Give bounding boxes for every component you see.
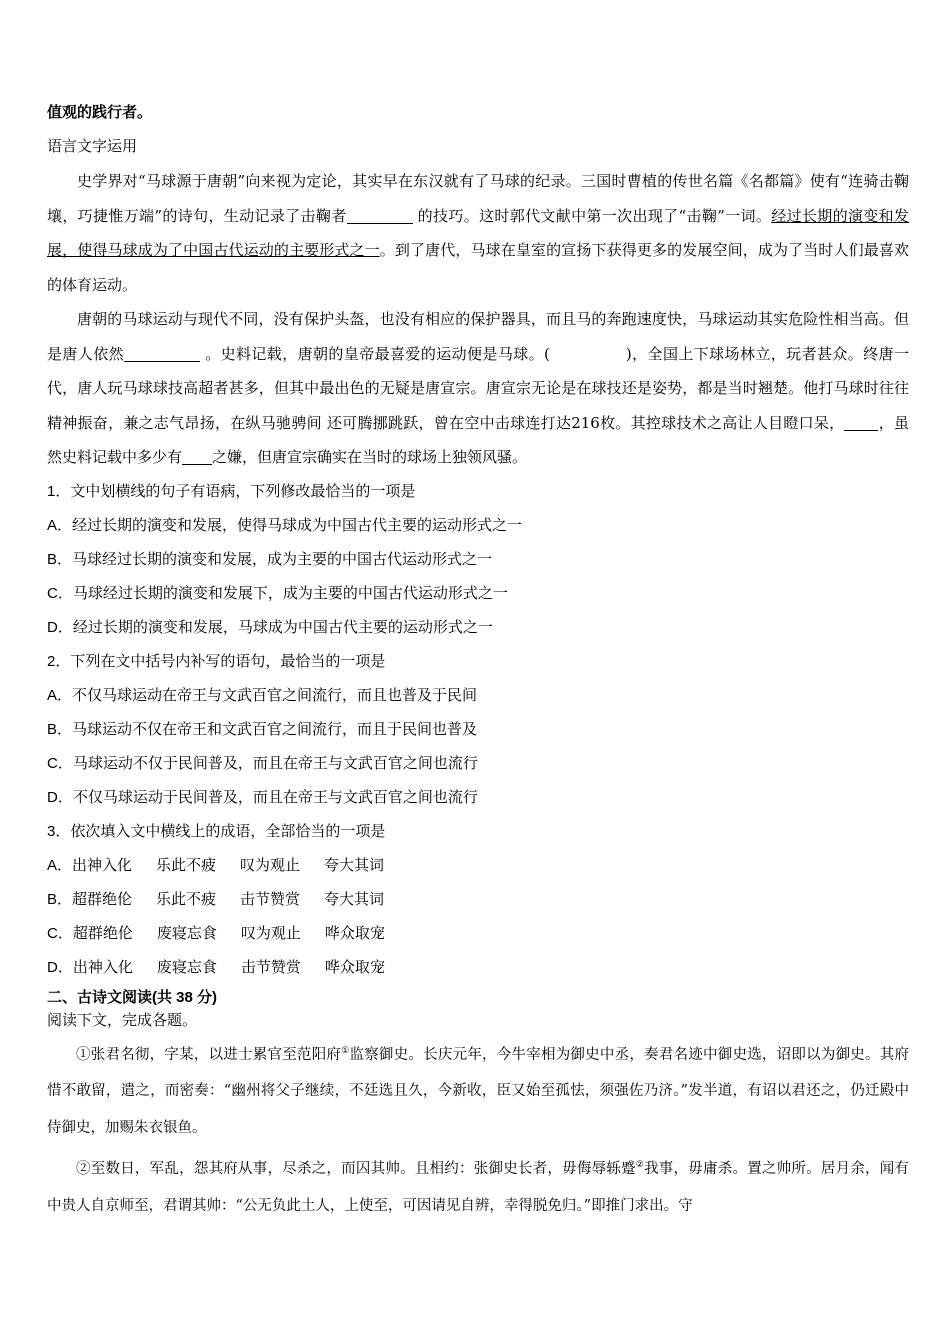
- option-a: A．出神入化 乐此不疲 叹为观止 夸大其词: [47, 856, 385, 874]
- section-title: 二、古诗文阅读(共 38 分): [47, 988, 218, 1006]
- section-label: 语言文字运用: [47, 138, 138, 155]
- fill-blank: [182, 448, 212, 465]
- classical-paragraph-1: ①张君名彻，字某，以进士累官至范阳府①监察御史。长庆元年，今牛宰相为御史中丞，奏君名迹中御史选，诏即以为御史。其府惜不敢留，遣之，而密奏：“幽州将父子继续，不廷选且久，今新收，臣又始至孤怯，须强佐乃济。”发半道，有诏以君还之，仍迁殿中侍御史，加赐朱衣银鱼。: [47, 1045, 910, 1137]
- option-d: D．出神入化 废寝忘食 击节赞赏 哗众取宠: [47, 958, 385, 976]
- passage-text: 。史料记载，唐朝的皇帝最喜爱的运动便是马球。(: [205, 344, 550, 363]
- footnote-marker: ②: [635, 1160, 645, 1171]
- passage-text: )，全国上下球场林立，玩者甚众。终唐一代，唐人玩马球球技高超者甚多，但其中最出色的无疑是唐宣宗。唐宣宗无论是在球技还是姿势，都是当时翘楚。他打马球时往往精神振奋，兼之志气昂扬，在纵马驰骋间 还可腾挪跳跃，曾在空中击球连打达216枚。其控球技术之高让人目瞪口呆，: [47, 344, 909, 432]
- option-b: B．马球运动不仅在帝王和文武百官之间流行，而且于民间也普及: [47, 720, 478, 738]
- option-b: B．超群绝伦 乐此不疲 击节赞赏 夸大其词: [47, 890, 385, 908]
- question-3: [47, 815, 909, 985]
- question-stem: 2．下列在文中括号内补写的语句，最恰当的一项是: [47, 652, 386, 670]
- option-a: A．不仅马球运动在帝王与文武百官之间流行，而且也普及于民间: [47, 686, 478, 704]
- classical-paragraph-2: ②至数日，军乱，怨其府从事，尽杀之，而囚其帅。且相约：张御史长者，毋侮辱轹蹙②我事，毋庸杀。置之帅所。居月余，闻有中贵人自京师至，君谓其帅：“公无负此土人，上使至，可因请见自辨，幸得脱免归。”即推门求出。守: [47, 1160, 909, 1215]
- question-2: [47, 645, 909, 815]
- passage-text: 史学界对“马球源于唐朝”向来视为定论，其实早在东汉就有了马球的纪录。三国时曹植的传世名篇《名都篇》使有“连骑击鞠壤，巧捷惟万端”的诗句，生动记录了击鞠者: [47, 172, 909, 225]
- option-d: D．不仅马球运动于民间普及，而且在帝王与文武百官之间也流行: [47, 788, 478, 806]
- option-d: D．经过长期的演变和发展，马球成为中国古代主要的运动形式之一: [47, 618, 493, 636]
- option-c: C．超群绝伦 废寝忘食 叹为观止 哗众取宠: [47, 924, 385, 942]
- question-1: [47, 475, 909, 645]
- passage-text: ，虽然史料记载中多少有: [47, 413, 909, 466]
- option-c: C．马球经过长期的演变和发展下，成为主要的中国古代运动形式之一: [47, 584, 508, 602]
- footnote-marker: ①: [341, 1045, 350, 1056]
- option-b: B．马球经过长期的演变和发展，成为主要的中国古代运动形式之一: [47, 550, 493, 568]
- passage-text: 。到了唐代，马球在皇室的宣扬下获得更多的发展空间，成为了当时人们最喜欢的体育运动。: [47, 241, 909, 294]
- section-instruction: 阅读下文，完成各题。: [47, 1011, 198, 1029]
- question-stem: 1．文中划横线的句子有语病，下列修改最恰当的一项是: [47, 482, 416, 500]
- passage-text: 的技巧。这时郭代文献中第一次出现了“击鞠”一词。: [417, 206, 772, 225]
- passage-paragraph-2: [47, 302, 909, 475]
- passage-text: 唐朝的马球运动与现代不同，没有保护头盔，也没有相应的保护器具，而且马的奔跑速度快，马球运动其实危险性相当高。但是唐人依然: [47, 310, 909, 363]
- passage-paragraph-1: [47, 164, 909, 302]
- fill-blank: [124, 345, 200, 362]
- underlined-sentence: 经过长期的演变和发展，使得马球成为了中国古代运动的主要形式之一: [47, 206, 909, 259]
- question-stem: 3．依次填入文中横线上的成语，全部恰当的一项是: [47, 822, 386, 840]
- fragment-heading: 值观的践行者。: [47, 104, 153, 121]
- option-c: C．马球运动不仅于民间普及，而且在帝王与文武百官之间也流行: [47, 754, 478, 772]
- fill-blank: [844, 414, 878, 431]
- fill-blank: [347, 207, 413, 224]
- document-page: [47, 96, 909, 1225]
- passage-text: 之嫌，但唐宣宗确实在当时的球场上独领风骚。: [212, 448, 528, 466]
- option-a: A．经过长期的演变和发展，使得马球成为中国古代主要的运动形式之一: [47, 516, 523, 534]
